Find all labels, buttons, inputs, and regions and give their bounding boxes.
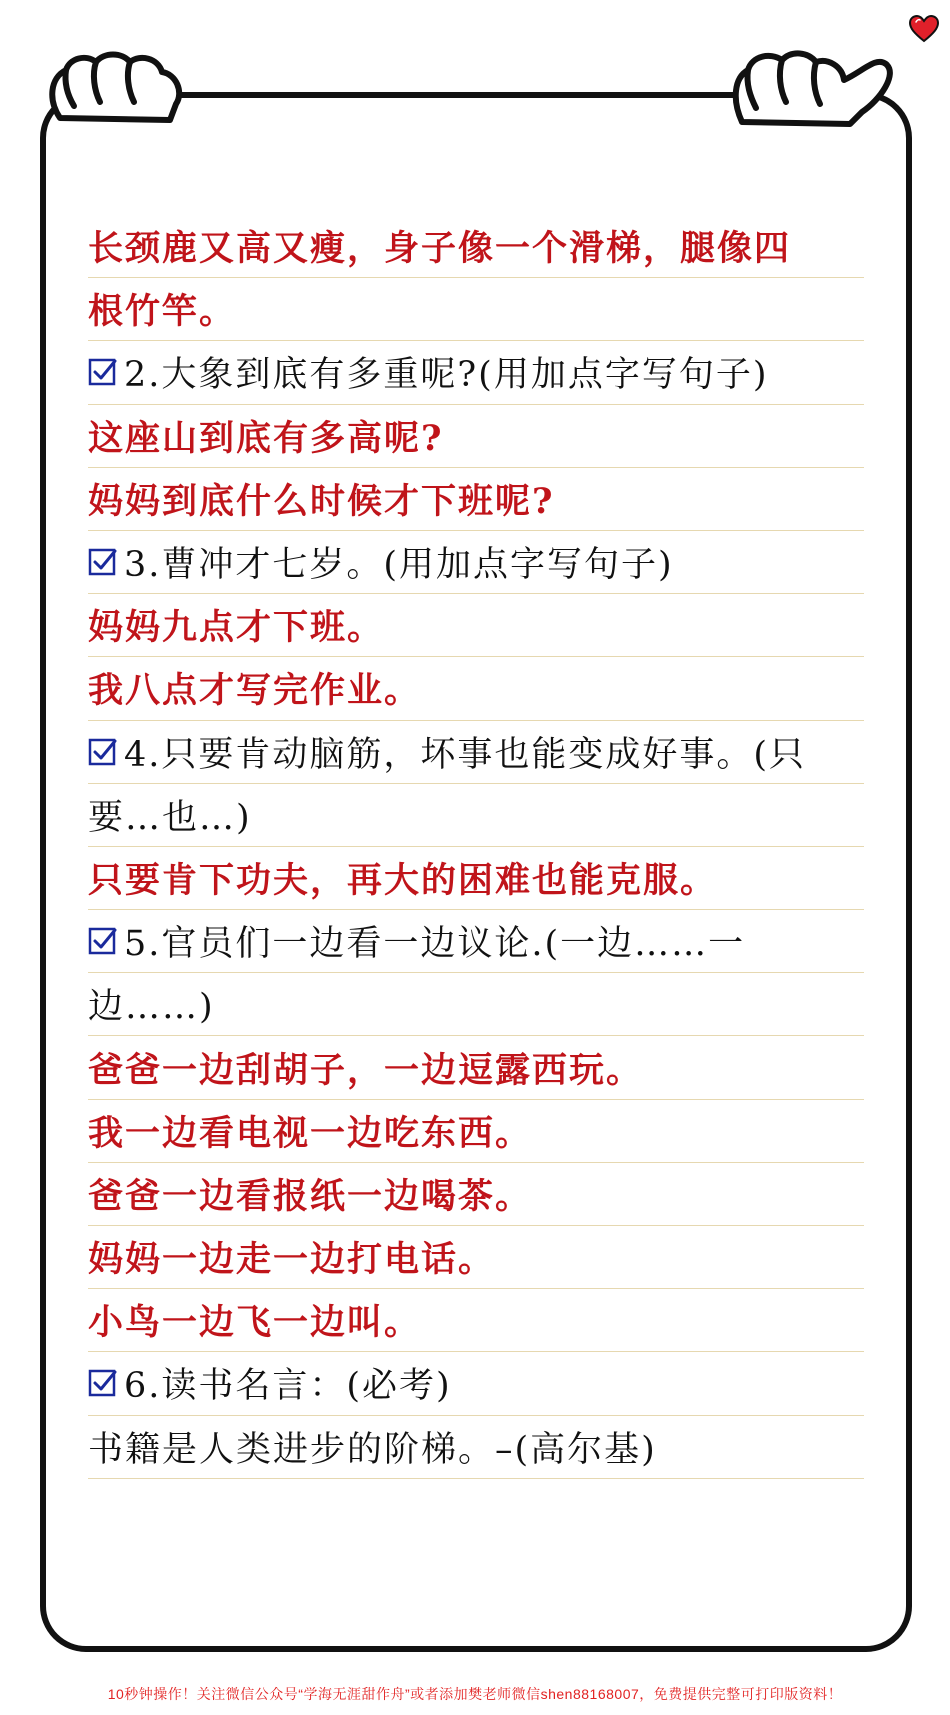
question-line: 书籍是人类进步的阶梯。–(高尔基) <box>88 1416 864 1479</box>
checked-box-icon <box>88 357 118 387</box>
answer-line: 我八点才写完作业。 <box>88 657 864 720</box>
checked-box-icon <box>88 1368 118 1398</box>
answer-line: 长颈鹿又高又瘦，身子像一个滑梯，腿像四 <box>88 215 864 278</box>
question-line: 3.曹冲才七岁。(用加点字写句子) <box>88 531 864 594</box>
footer-promo-text: 10秒钟操作！关注微信公众号“学海无涯甜作舟”或者添加樊老师微信shen88168007，免费提供完整可打印版资料！ <box>107 1686 843 1702</box>
question-line: 6.读书名言：(必考) <box>88 1352 864 1415</box>
answer-line: 爸爸一边看报纸一边喝茶。 <box>88 1163 864 1226</box>
answer-line: 小鸟一边飞一边叫。 <box>88 1289 864 1352</box>
answer-line: 根竹竿。 <box>88 278 864 341</box>
answer-line: 我一边看电视一边吃东西。 <box>88 1100 864 1163</box>
answer-line: 这座山到底有多高呢? <box>88 405 864 468</box>
question-line: 4.只要肯动脑筋，坏事也能变成好事。(只 <box>88 721 864 784</box>
question-line: 2.大象到底有多重呢?(用加点字写句子) <box>88 341 864 404</box>
checked-box-icon <box>88 547 118 577</box>
question-line: 边……) <box>88 973 864 1036</box>
answer-line: 只要肯下功夫，再大的困难也能克服。 <box>88 847 864 910</box>
answer-line: 妈妈九点才下班。 <box>88 594 864 657</box>
cartoon-hands-icon <box>0 0 950 140</box>
heart-icon <box>908 14 940 44</box>
text-lines <box>88 215 864 1479</box>
checked-box-icon <box>88 737 118 767</box>
answer-line: 妈妈一边走一边打电话。 <box>88 1226 864 1289</box>
checked-box-icon <box>88 926 118 956</box>
question-line: 要…也…) <box>88 784 864 847</box>
answer-line: 爸爸一边刮胡子，一边逗露西玩。 <box>88 1036 864 1099</box>
question-line: 5.官员们一边看一边议论.(一边……一 <box>88 910 864 973</box>
answer-line: 妈妈到底什么时候才下班呢? <box>88 468 864 531</box>
